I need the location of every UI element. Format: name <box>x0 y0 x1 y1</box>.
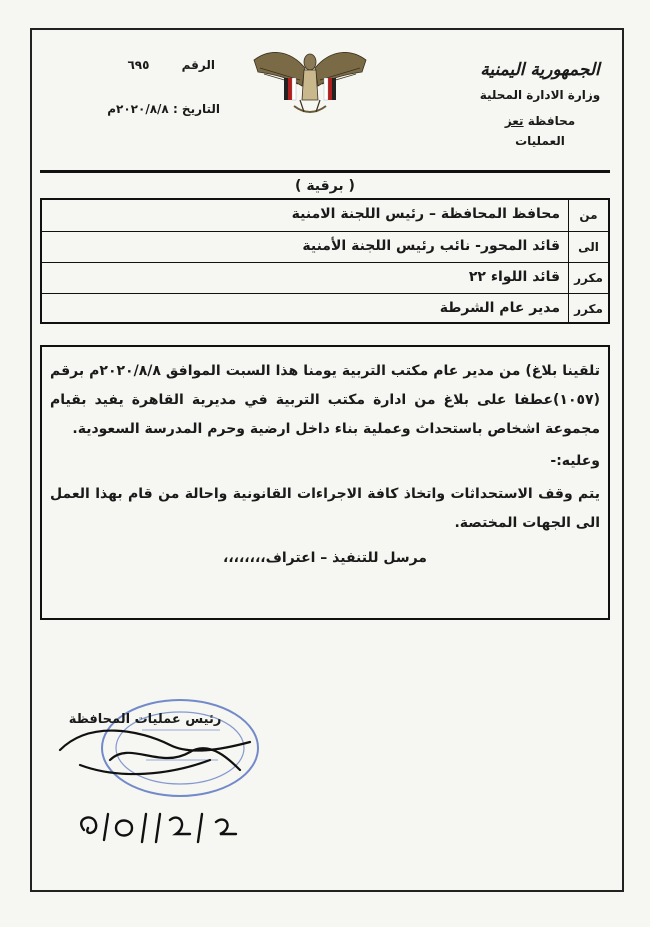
body-paragraph-1: تلقينا بلاغ) من مدير عام مكتب التربية يومنا هذا السبت الموافق ٢٠٢٠/٨/٨م برقم (١٠٥٧)عطفا على بلاغ من ادارة مكتب التربية في مديرية القاهرة يفيد بقيام مجموعة اشخاص باستحداث وعملية بناء داخل ارضية وحرم المدرسة السعودية. <box>50 363 600 437</box>
eagle-emblem-icon <box>250 38 370 128</box>
routing-label: مكرر <box>568 294 608 324</box>
telegram-body <box>40 345 610 620</box>
date-value: ٢٠٢٠/٨/٨م <box>107 102 169 116</box>
reference-value: ٦٩٥ <box>127 58 150 72</box>
signature-title: رئيس عمليات المحافظة <box>68 712 222 727</box>
department-name: العمليات <box>515 134 565 148</box>
ministry-name: وزارة الادارة المحلية <box>479 88 601 102</box>
routing-value: قائد المحور- نائب رئيس اللجنة الأمنية <box>302 238 560 254</box>
governorate <box>470 114 610 128</box>
body-sent-line: مرسل للتنفيذ – اعتراف،،،،،،،، <box>223 550 427 566</box>
date-label: التاريخ : <box>172 102 220 116</box>
reference-date <box>60 102 220 116</box>
header-divider <box>40 170 610 173</box>
routing-value: مدير عام الشرطة <box>439 300 560 316</box>
routing-row-from <box>42 200 608 231</box>
routing-table <box>40 198 610 324</box>
routing-value: محافظ المحافظة – رئيس اللجنة الامنية <box>291 206 560 222</box>
body-paragraph-2: يتم وقف الاستحداثات واتخاذ كافة الاجراءات القانونية واحالة من قام بهذا العمل الى الجهات المختصة. <box>50 486 600 531</box>
republic-name: الجمهورية اليمنية <box>480 60 600 80</box>
routing-row-to <box>42 231 608 262</box>
routing-label: من <box>568 200 608 231</box>
routing-label: مكرر <box>568 263 608 293</box>
handwritten-signature-icon <box>50 690 290 810</box>
body-therefore: وعليه:- <box>550 453 600 469</box>
handwritten-date-icon <box>70 800 250 850</box>
routing-value: قائد اللواء ٢٢ <box>468 269 560 285</box>
routing-label: الى <box>568 232 608 262</box>
routing-row-cc1 <box>42 262 608 293</box>
governorate-prefix: محافظة <box>527 114 576 128</box>
letterhead <box>470 60 610 148</box>
routing-row-cc2 <box>42 293 608 324</box>
document-title: ( برقية ) <box>295 178 355 194</box>
governorate-name: تعز <box>504 114 524 128</box>
reference-number <box>95 58 215 72</box>
reference-label: الرقم <box>181 58 215 72</box>
